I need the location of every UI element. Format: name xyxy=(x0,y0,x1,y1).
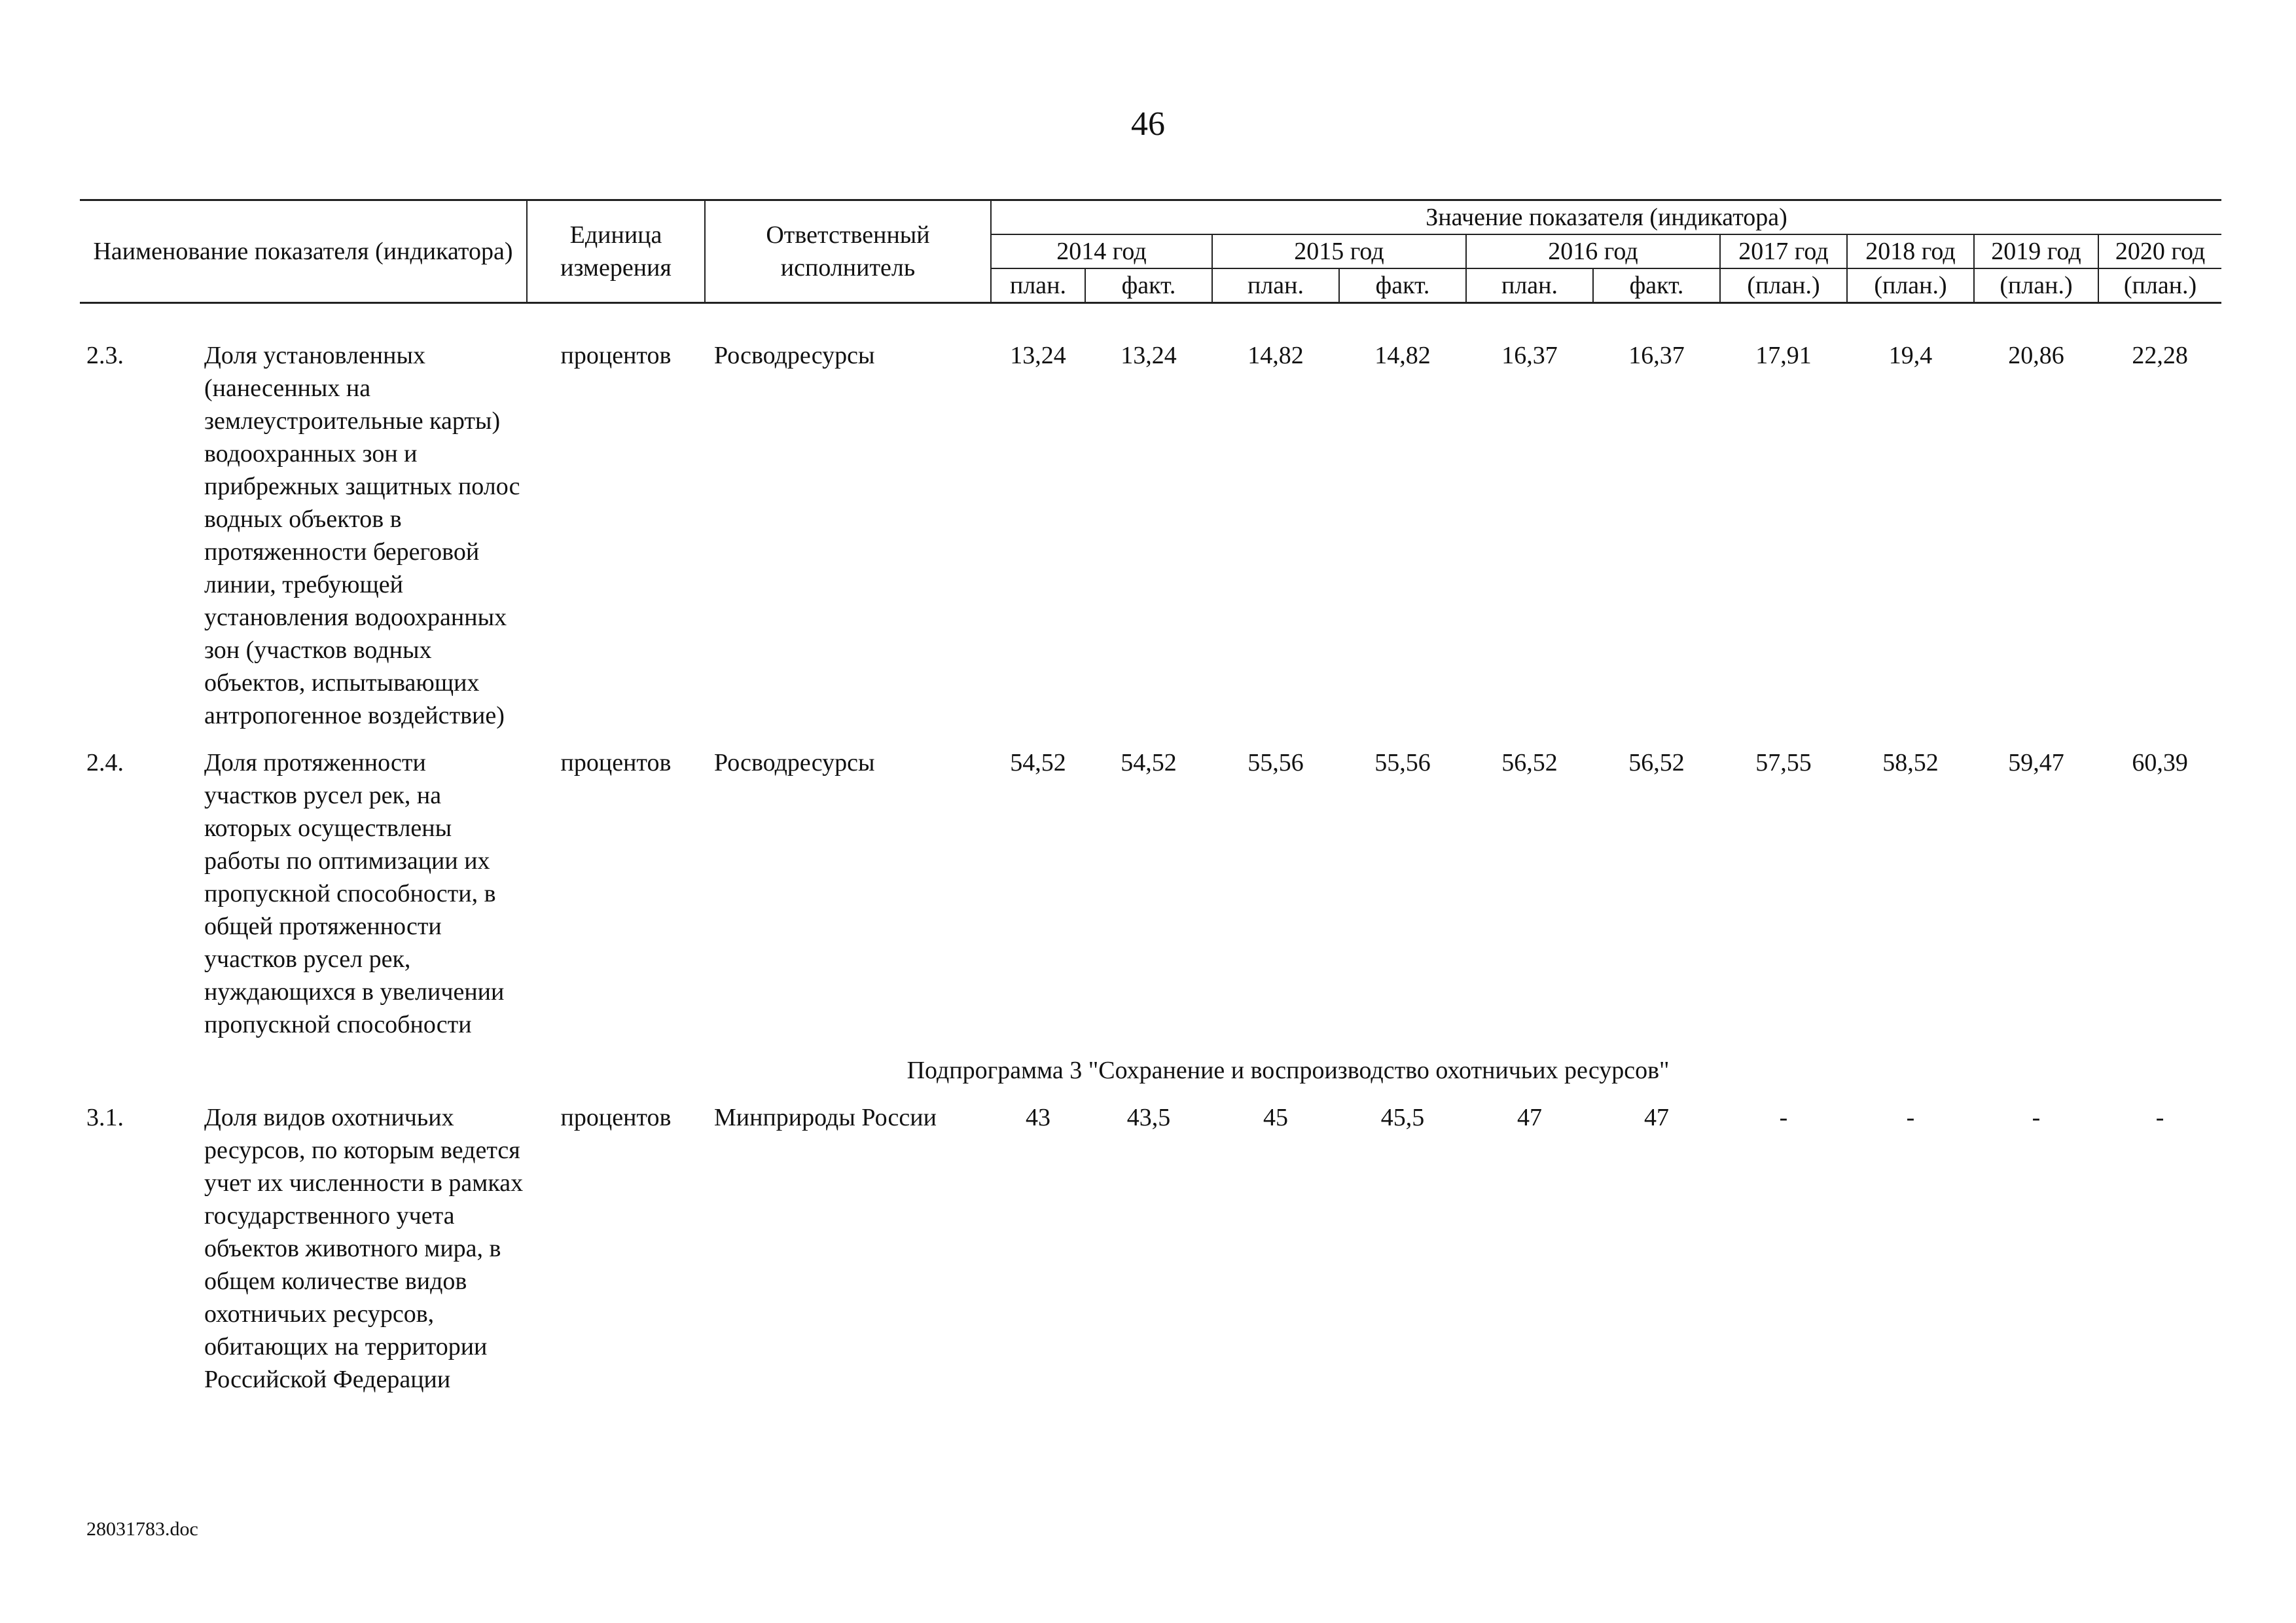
value-2017-plan: - xyxy=(1779,1104,1788,1131)
header-year-2015: 2015 год xyxy=(1212,234,1466,268)
value-2018-plan: 19,4 xyxy=(1888,342,1933,369)
indicator-table xyxy=(80,199,2221,1396)
header-2014-fact: факт. xyxy=(1085,268,1212,303)
row-executor: Росводресурсы xyxy=(714,342,875,369)
header-year-2018: 2018 год xyxy=(1847,234,1974,268)
document-filename: 28031783.doc xyxy=(86,1518,198,1540)
table-header xyxy=(80,200,2221,303)
value-2017-plan: 17,91 xyxy=(1755,342,1812,369)
value-2015-fact: 55,56 xyxy=(1374,749,1431,776)
value-2014-plan: 13,24 xyxy=(1010,342,1066,369)
value-2014-fact: 43,5 xyxy=(1126,1104,1171,1131)
header-year-2017: 2017 год xyxy=(1720,234,1847,268)
header-values: Значение показателя (индикатора) xyxy=(991,200,2221,235)
value-2020-plan: 22,28 xyxy=(2132,342,2188,369)
header-2017-plan: (план.) xyxy=(1720,268,1847,303)
header-2016-fact: факт. xyxy=(1593,268,1720,303)
header-year-2016: 2016 год xyxy=(1466,234,1720,268)
value-2016-plan: 56,52 xyxy=(1501,749,1558,776)
header-2016-plan: план. xyxy=(1466,268,1593,303)
value-2015-plan: 14,82 xyxy=(1247,342,1304,369)
value-2016-plan: 47 xyxy=(1517,1104,1542,1131)
value-2019-plan: - xyxy=(2032,1104,2041,1131)
header-year-2020: 2020 год xyxy=(2098,234,2221,268)
header-year-2014: 2014 год xyxy=(991,234,1212,268)
value-2014-plan: 54,52 xyxy=(1010,749,1066,776)
header-year-2019: 2019 год xyxy=(1974,234,2098,268)
value-2018-plan: 58,52 xyxy=(1882,749,1939,776)
row-code: 2.3. xyxy=(86,342,124,369)
value-2018-plan: - xyxy=(1906,1104,1915,1131)
row-unit: процентов xyxy=(560,1104,672,1131)
value-2015-fact: 14,82 xyxy=(1374,342,1431,369)
header-indicator-name: Наименование показателя (индикатора) xyxy=(80,200,527,303)
value-2015-plan: 45 xyxy=(1263,1104,1288,1131)
header-2015-fact: факт. xyxy=(1339,268,1466,303)
value-2016-fact: 56,52 xyxy=(1628,749,1685,776)
value-2016-plan: 16,37 xyxy=(1501,342,1558,369)
table-row xyxy=(80,746,2221,1041)
header-unit: Единица измерения xyxy=(527,200,705,303)
row-indicator-name: Доля установленных (нанесенных на землеустроительные карты) водоохранных зон и прибрежных защитных полос водных объектов в протяженности береговой линии, требующей установления водоохранных зон (участков водных объектов, испытывающих антропогенное воздействие) xyxy=(204,342,520,729)
value-2015-plan: 55,56 xyxy=(1247,749,1304,776)
value-2015-fact: 45,5 xyxy=(1380,1104,1425,1131)
row-unit: процентов xyxy=(560,749,672,776)
row-indicator-name: Доля видов охотничьих ресурсов, по которым ведется учет их численности в рамках государственного учета объектов животного мира, в общем количестве видов охотничьих ресурсов, обитающих на территории Российской Федерации xyxy=(204,1104,524,1393)
value-2016-fact: 47 xyxy=(1644,1104,1669,1131)
page-number: 46 xyxy=(1131,105,1165,143)
value-2019-plan: 59,47 xyxy=(2008,749,2064,776)
header-2014-plan: план. xyxy=(991,268,1085,303)
row-unit: процентов xyxy=(560,342,672,369)
header-2018-plan: (план.) xyxy=(1847,268,1974,303)
value-2019-plan: 20,86 xyxy=(2008,342,2064,369)
value-2017-plan: 57,55 xyxy=(1755,749,1812,776)
header-2020-plan: (план.) xyxy=(2098,268,2221,303)
value-2014-plan: 43 xyxy=(1026,1104,1050,1131)
row-indicator-name: Доля протяженности участков русел рек, на которых осуществлены работы по оптимизации их пропускной способности, в общей протяженности участков русел рек, нуждающихся в увеличении пропускной способности xyxy=(204,749,505,1038)
row-executor: Минприроды России xyxy=(714,1104,937,1131)
value-2020-plan: - xyxy=(2155,1104,2164,1131)
value-2016-fact: 16,37 xyxy=(1628,342,1685,369)
header-executor: Ответственный исполнитель xyxy=(705,200,991,303)
row-executor: Росводресурсы xyxy=(714,749,875,776)
header-2015-plan: план. xyxy=(1212,268,1339,303)
subprogram-heading: Подпрограмма 3 "Сохранение и воспроизводство охотничьих ресурсов" xyxy=(906,1057,1670,1084)
header-2019-plan: (план.) xyxy=(1974,268,2098,303)
value-2014-fact: 13,24 xyxy=(1121,342,1177,369)
value-2014-fact: 54,52 xyxy=(1121,749,1177,776)
table-row xyxy=(80,339,2221,732)
row-code: 3.1. xyxy=(86,1104,124,1131)
row-code: 2.4. xyxy=(86,749,124,776)
subprogram-heading-row xyxy=(80,1041,2221,1101)
table-row xyxy=(80,1101,2221,1396)
value-2020-plan: 60,39 xyxy=(2132,749,2188,776)
